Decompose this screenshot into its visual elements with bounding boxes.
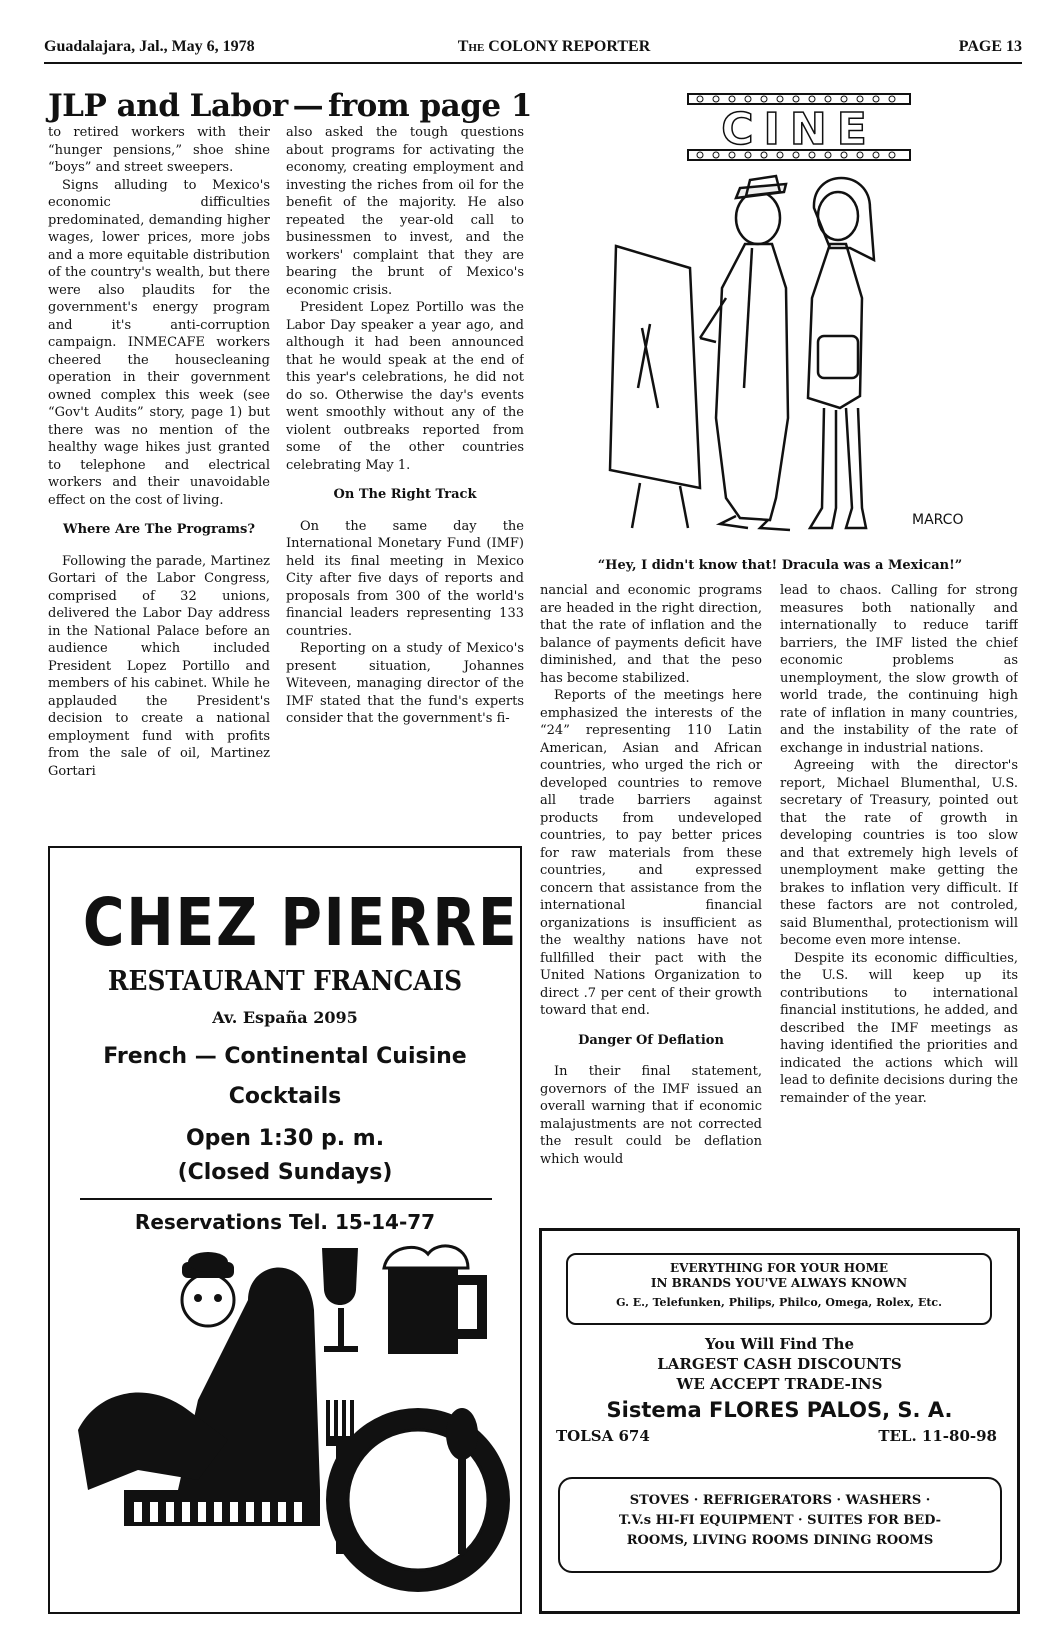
headline-dash: — xyxy=(292,88,324,124)
dateline: Guadalajara, Jal., May 6, 1978 xyxy=(44,38,255,55)
paragraph: Signs alluding to Mexico's economic difficulties predominated, demanding higher wages, lower prices, more jobs and a more equitable distribution of the country's wealth, but there were also plaudits for the government's energy program and it's anti-corruption campaign. INMECAFE workers cheered the housecleaning operation in their government owned complex this week (see “Gov't Audits” story, page 1) but there was no mention of the healthy wage hikes just granted to telephone and electrical workers and their unavoidable effect on the cost of living. xyxy=(48,177,270,508)
newspaper-name: The COLONY REPORTER xyxy=(457,38,651,55)
paragraph: In their final statement, governors of the IMF issued an overall warning that if economic malajustments are not corrected the result could be deflation which would xyxy=(540,1064,762,1167)
cuisine-line: French — Continental Cuisine xyxy=(103,1044,467,1069)
tradeins-line: WE ACCEPT TRADE-INS xyxy=(676,1375,883,1393)
restaurant-address: Av. España 2095 xyxy=(212,1008,358,1027)
reservations-line: Reservations Tel. 15-14-77 xyxy=(134,1210,436,1234)
brands-box xyxy=(566,1253,992,1325)
ad-divider xyxy=(80,1198,492,1200)
paragraph: also asked the tough questions about programs for activating the economy, creating employment and investing the riches from oil for the benefit of the majority. He also repeated the year-old call to businessmen to invest, and the workers' complaint that they are bearing the brunt of Mexico's economic crisis. xyxy=(286,125,524,298)
subhead-right-track: On The Right Track xyxy=(333,487,477,502)
closed-line: (Closed Sundays) xyxy=(177,1160,393,1185)
brands-line-2: IN BRANDS YOU'VE ALWAYS KNOWN xyxy=(650,1276,908,1290)
paragraph: nancial and economic programs are headed in the right direction, that the rate of inflation and the balance of payments deficit have diminished, and that the peso has become stabilized. xyxy=(540,583,762,686)
cartoon-drawing xyxy=(540,88,1018,548)
appliances-line-2: T.V.s HI-FI EQUIPMENT · SUITES FOR BED- xyxy=(618,1513,942,1528)
restaurant-name: CHEZ PIERRE xyxy=(82,884,519,961)
paragraph: On the same day the International Monetary Fund (IMF) held its final meeting in Mexico City after five days of reports and proposals from 300 of the world's financial leaders representing 133 countries. xyxy=(286,518,524,639)
restaurant-subtitle: RESTAURANT FRANCAIS xyxy=(107,966,463,997)
company-address: TOLSA 674 xyxy=(556,1427,650,1445)
restaurant-illustration xyxy=(58,1240,514,1612)
cartoon-sign-text: CINE xyxy=(721,104,877,155)
headline-right: from page 1 xyxy=(328,88,532,124)
article-column-2 xyxy=(286,124,524,824)
find-line: You Will Find The xyxy=(704,1335,854,1353)
paragraph: Reporting on a study of Mexico's present situation, Johannes Witeveen, managing director of the IMF stated that the fund's experts consider that the government's fi- xyxy=(286,641,524,726)
flores-palos-advertisement xyxy=(539,1228,1020,1614)
discounts-line: LARGEST CASH DISCOUNTS xyxy=(657,1355,902,1373)
appliances-line-1: STOVES · REFRIGERATORS · WASHERS · xyxy=(629,1493,931,1508)
cartoon-caption: “Hey, I didn't know that! Dracula was a Mexican!” xyxy=(597,558,963,573)
cartoon xyxy=(540,88,1018,548)
paragraph: Following the parade, Martinez Gortari of the Labor Congress, comprised of 32 unions, delivered the Labor Day address in the National Palace before an audience which included President Lopez Portillo and members of his cabinet. While he applauded the President's decision to create a national employment fund with profits from the sale of oil, Martinez Gortari xyxy=(48,553,270,779)
appliances-box xyxy=(558,1477,1002,1573)
article-column-4 xyxy=(780,582,1018,1214)
page-number: PAGE 13 xyxy=(958,38,1022,55)
appliances-line-3: ROOMS, LIVING ROOMS DINING ROOMS xyxy=(626,1533,934,1548)
headline-left: JLP and Labor xyxy=(48,88,288,124)
cocktails-line: Cocktails xyxy=(228,1084,342,1109)
article-column-1 xyxy=(48,124,270,824)
paragraph: to retired workers with their “hunger pensions,” shoe shine “boys” and street sweepers. xyxy=(48,125,270,175)
masthead xyxy=(44,36,1022,64)
paragraph: Agreeing with the director's report, Michael Blumenthal, U.S. secretary of Treasury, pointed out that the rate of growth in developing countries is too slow and that extremely high levels of unemployment make getting the brakes to inflation very difficult. If these factors are not controled, said Blumenthal, protectionism will become even more intense. xyxy=(780,758,1018,948)
hours-line: Open 1:30 p. m. xyxy=(185,1126,385,1151)
company-name: Sistema FLORES PALOS, S. A. xyxy=(606,1398,953,1422)
chez-pierre-advertisement xyxy=(48,846,522,1614)
brands-list: G. E., Telefunken, Philips, Philco, Omega, Rolex, Etc. xyxy=(616,1296,942,1309)
article-headline xyxy=(48,84,532,128)
company-phone: TEL. 11-80-98 xyxy=(878,1427,997,1445)
subhead-deflation: Danger Of Deflation xyxy=(578,1032,724,1048)
article-column-3 xyxy=(540,582,762,1214)
brands-line-1: EVERYTHING FOR YOUR HOME xyxy=(669,1261,889,1275)
paragraph: President Lopez Portillo was the Labor Day speaker a year ago, and although it had been announced that he would speak at the end of this year's celebrations, he did not do so. Otherwise the day's events went smoothly without any of the violent outbreaks reported from some of the other countries celebrating May 1. xyxy=(286,300,524,473)
paragraph: Despite its economic difficulties, the U.S. will keep up its contributions to international financial institutions, he added, and described the IMF meetings as having identified the priorities and indicated the actions which will lead to definite decisions during the remainder of the year. xyxy=(780,950,1018,1106)
paragraph: lead to chaos. Calling for strong measures both nationally and internationally to reduce tariff barriers, the IMF listed the chief economic problems as unemployment, the slow growth of world trade, the continuing high rate of inflation in many countries, and the instability of the rate of exchange in industrial nations. xyxy=(780,583,1018,756)
paragraph: Reports of the meetings here emphasized the interests of the “24” representing 110 Latin American, Asian and African countries, who urged the rich or developed countries to remove all trade barriers against products from undeveloped countries, to pay better prices for raw materials from these countries, and expressed concern that assistance from the international financial organizations is insufficient as the wealthy nations have not fullfilled their pact with the United Nations Organization to direct .7 per cent of their growth toward that end. xyxy=(540,688,762,1018)
subhead-programs: Where Are The Programs? xyxy=(63,522,255,537)
cartoon-signature: MARCO xyxy=(912,512,964,528)
